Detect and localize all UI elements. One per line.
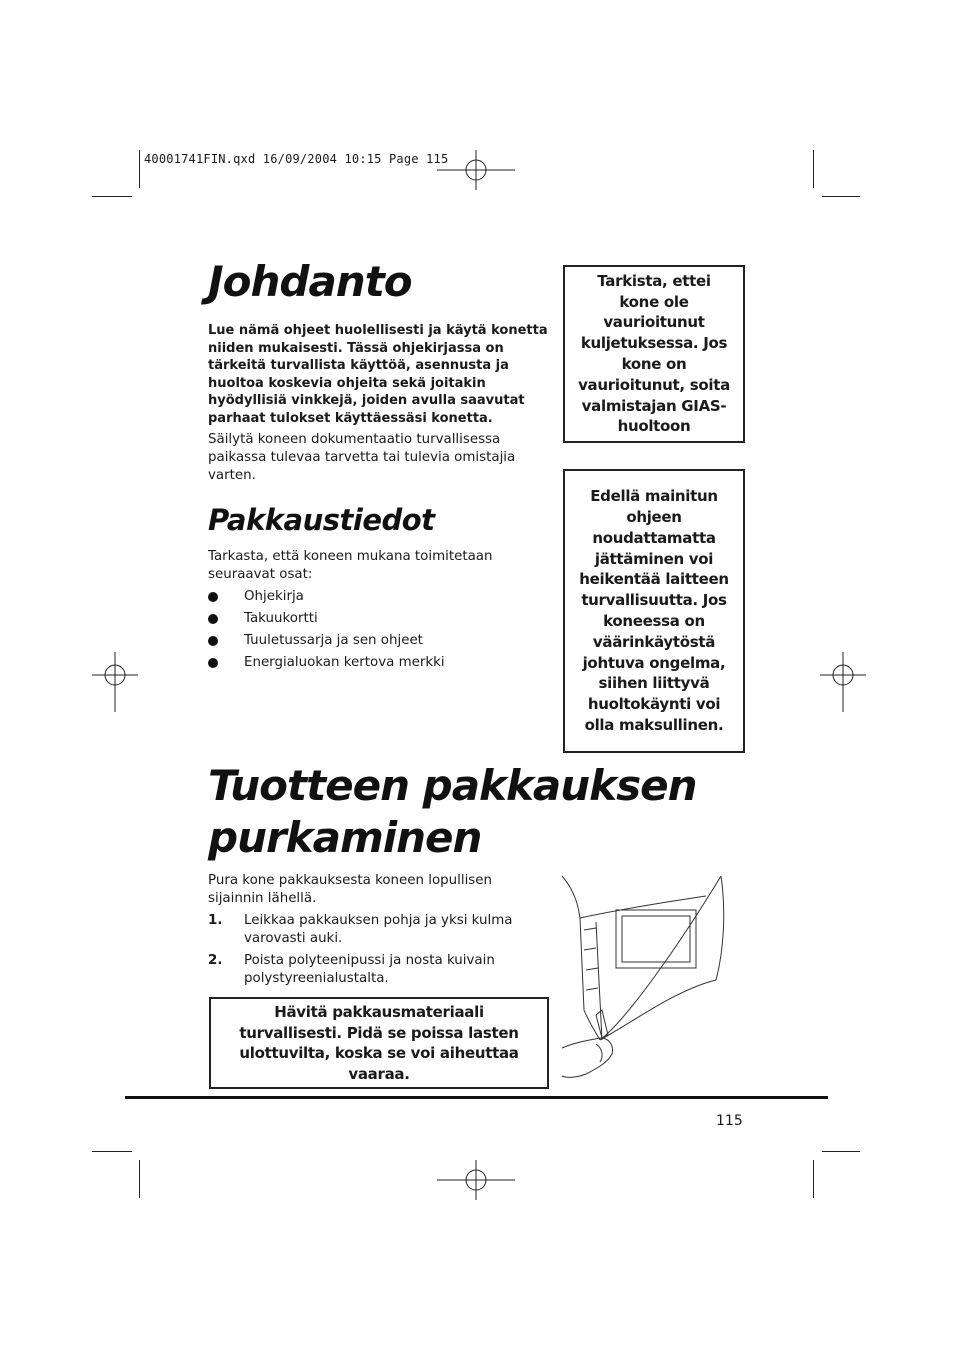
unpacking-intro: Pura kone pakkauksesta koneen lopullisen sijainnin lähellä.: [208, 873, 493, 906]
damage-notice-text: Tarkista, ettei kone ole vaurioitunut kuljetuksessa. Jos kone on vaurioitunut, soita valmistajan GIAS-huoltoon: [578, 271, 730, 436]
warranty-notice-text: Edellä mainitun ohjeen noudattamatta jättäminen voi heikentää laitteen turvallisuutta. Jos koneessa on väärinkäytöstä johtuva ongelma, siihen liittyvä huoltokäynti voi olla maksullinen.: [579, 487, 729, 734]
registration-mark-top: [437, 150, 517, 190]
bullet-icon: [208, 614, 218, 624]
warranty-notice-box: [563, 469, 745, 753]
intro-title: Johdanto: [208, 257, 412, 306]
unpacking-title: Tuotteen pakkauksen purkaminen: [208, 761, 697, 862]
step-item: 1. Leikkaa pakkauksen pohja ja yksi kulma varovasti auki.: [208, 913, 513, 946]
print-slug-line: 40001741FIN.qxd 16/09/2004 10:15 Page 115: [144, 152, 449, 166]
bullet-icon: [208, 636, 218, 646]
packaging-intro: Tarkasta, että koneen mukana toimitetaan seuraavat osat:: [208, 549, 493, 582]
registration-mark-right: [820, 652, 866, 712]
step-item: 2. Poista polyteenipussi ja nosta kuivain polystyreenialustalta.: [208, 953, 495, 986]
bullet-icon: [208, 658, 218, 668]
packaging-title: Pakkaustiedot: [208, 503, 435, 537]
page-number: 115: [716, 1113, 743, 1129]
unpacking-steps: [208, 912, 538, 992]
footer-rule: [125, 1096, 828, 1099]
list-item: Tuuletussarja ja sen ohjeet: [208, 630, 548, 652]
disposal-warning-text: Hävitä pakkausmateriaali turvallisesti. Pidä se poissa lasten ulottuvilta, koska se voi aiheuttaa vaaraa.: [239, 1003, 519, 1083]
list-item: Takuukortti: [208, 608, 548, 630]
unpacking-illustration: [556, 870, 746, 1085]
intro-bold-paragraph: Lue nämä ohjeet huolellisesti ja käytä konetta niiden mukaisesti. Tässä ohjekirjassa on tärkeitä turvallista käyttöä, asennusta ja huoltoa koskevia ohjeita sekä joitakin hyödyllisiä vinkkejä, joiden avulla saavutat parhaat tulokset käyttäessäsi konetta.: [208, 323, 548, 426]
disposal-warning-box: [209, 997, 549, 1089]
intro-paragraph: Säilytä koneen dokumentaatio turvallisessa paikassa tulevaa tarvetta tai tulevia omistajia varten.: [208, 432, 516, 483]
packaging-item-list: [208, 586, 548, 674]
list-item: Ohjekirja: [208, 586, 548, 608]
registration-mark-bottom: [437, 1160, 517, 1200]
bullet-icon: [208, 592, 218, 602]
damage-notice-box: [563, 265, 745, 443]
list-item: Energialuokan kertova merkki: [208, 652, 548, 674]
registration-mark-left: [92, 652, 138, 712]
